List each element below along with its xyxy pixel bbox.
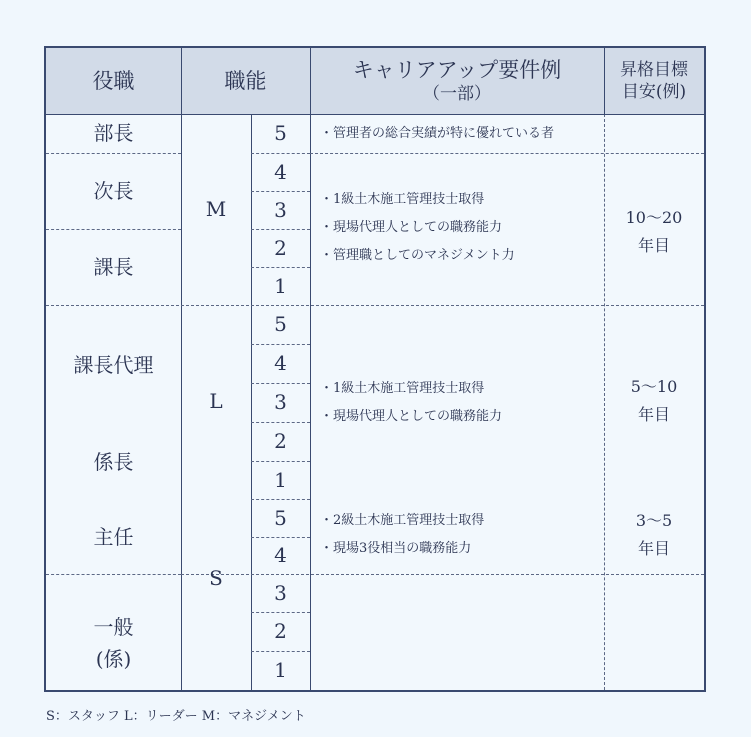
level-number: 2 xyxy=(274,429,287,453)
requirement-l-1: ・1級土木施工管理技士取得 xyxy=(320,381,485,396)
grade-legend: S：スタッフ L：リーダー M：マネジメント xyxy=(46,709,306,724)
requirement-m-2: ・現場代理人としての職務能力 xyxy=(320,220,503,235)
header-years: 昇格目標 目安(例) xyxy=(620,59,688,102)
block-divider-m-l xyxy=(46,305,704,306)
requirement-l-2: ・現場代理人としての職務能力 xyxy=(320,409,503,424)
requirement-m-1: ・1級土木施工管理技士取得 xyxy=(320,192,485,207)
level-number: 5 xyxy=(274,505,287,530)
level-number: 3 xyxy=(274,580,287,605)
level-number: 1 xyxy=(274,658,287,682)
grade-s: S xyxy=(209,565,223,590)
years-m: 10〜20 年目 xyxy=(625,208,683,255)
level-number: 2 xyxy=(274,619,287,643)
level-number: 5 xyxy=(274,121,287,145)
requirement-bucho: ・管理者の総合実績が特に優れている者 xyxy=(320,126,555,141)
position-ippan: 一般 (係) xyxy=(93,615,134,671)
grade-m: M xyxy=(205,197,227,221)
divider-function xyxy=(310,48,311,690)
requirement-m-3: ・管理職としてのマネジメント力 xyxy=(320,248,515,263)
bucho-req-divider xyxy=(310,153,704,154)
header-requirements-title: キャリアアップ要件例 xyxy=(352,58,562,83)
years-l: 5〜10 年目 xyxy=(630,377,678,424)
requirement-s-1: ・2級土木施工管理技士取得 xyxy=(320,513,485,528)
level-number: 4 xyxy=(274,159,287,184)
header-requirements xyxy=(310,48,604,114)
header-function: 職能 xyxy=(224,68,267,93)
level-number: 4 xyxy=(274,543,287,567)
level-number: 1 xyxy=(274,467,287,492)
level-number: 1 xyxy=(274,273,287,298)
header-role: 役職 xyxy=(92,68,135,93)
role-divider xyxy=(46,574,181,575)
position-kakaricho: 係長 xyxy=(93,449,134,474)
level-number: 3 xyxy=(274,197,287,222)
requirement-s-2: ・現場3役相当の職務能力 xyxy=(320,541,472,556)
years-s: 3〜5 年目 xyxy=(635,511,673,558)
level-number: 2 xyxy=(274,235,287,260)
position-kacho: 課長 xyxy=(93,254,134,279)
level-number: 3 xyxy=(274,390,287,414)
level-number: 5 xyxy=(274,312,287,336)
position-shunin: 主任 xyxy=(93,524,134,549)
level-number: 4 xyxy=(274,351,287,375)
position-jicho: 次長 xyxy=(93,178,134,203)
grade-l: L xyxy=(209,388,223,413)
position-kacho-dairi: 課長代理 xyxy=(73,352,154,377)
header-requirements-sub: （一部） xyxy=(423,83,491,104)
position-bucho: 部長 xyxy=(93,121,134,145)
